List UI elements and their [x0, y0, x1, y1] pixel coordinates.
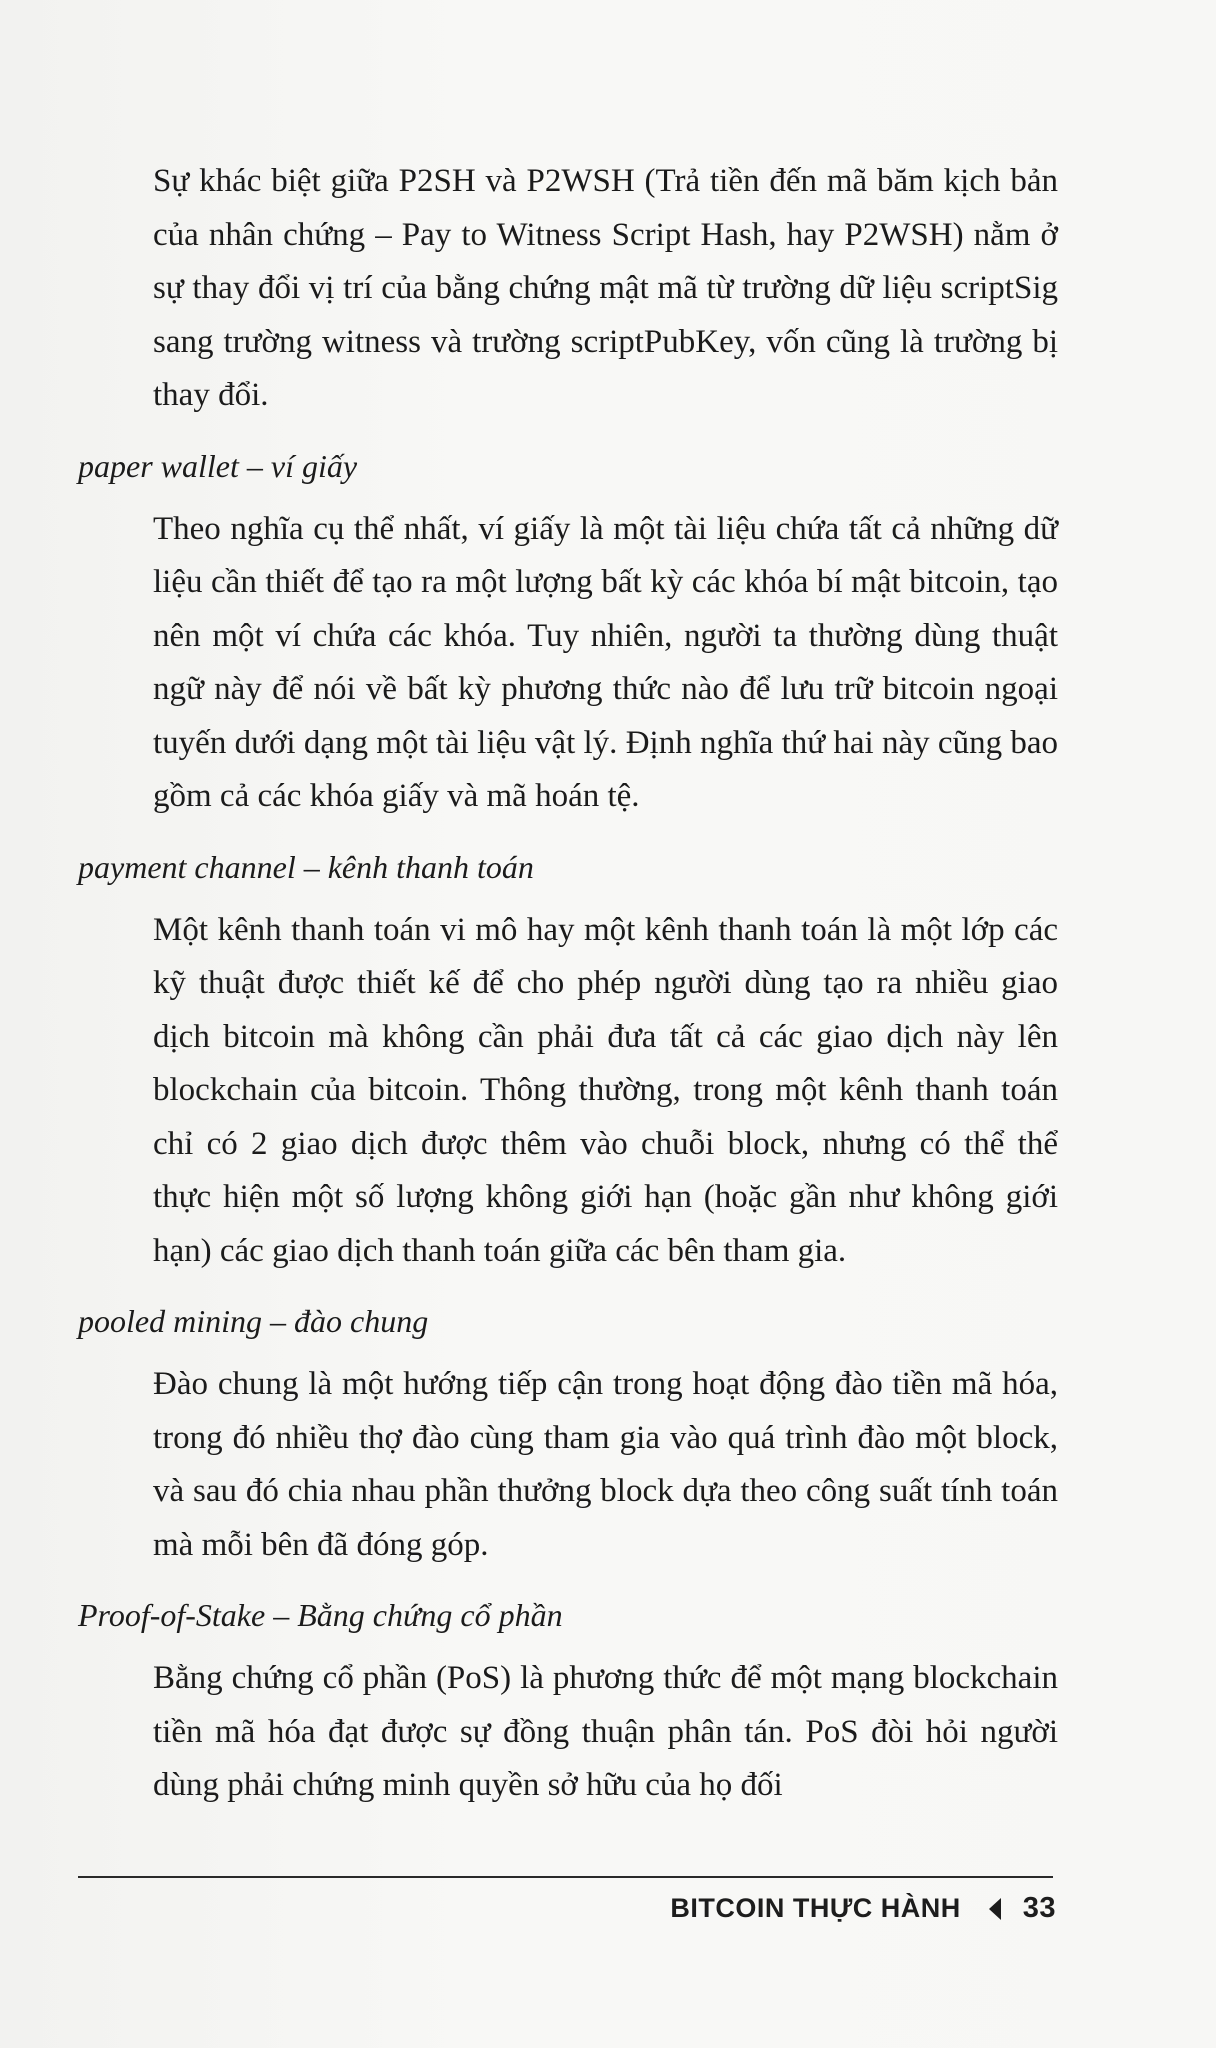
term-pooled-mining: pooled mining – đào chung	[78, 1303, 429, 1339]
left-triangle-icon	[989, 1898, 1001, 1920]
paragraph-p2wsh: Sự khác biệt giữa P2SH và P2WSH (Trả tiền đến mã băm kịch bản của nhân chứng – Pay to Witness Script Hash, hay P2WSH) nằm ở sự thay đổi vị trí của bằng chứng mật mã từ trường dữ liệu scriptSig sang trường witness và trường scriptPubKey, vốn cũng là trường bị thay đổi.	[153, 163, 1058, 413]
page-footer	[670, 1892, 1056, 1925]
paragraph-paper-wallet: Theo nghĩa cụ thể nhất, ví giấy là một tài liệu chứa tất cả những dữ liệu cần thiết để tạo ra một lượng bất kỳ các khóa bí mật bitcoin, tạo nên một ví chứa các khóa. Tuy nhiên, người ta thường dùng thuật ngữ này để nói về bất kỳ phương thức nào để lưu trữ bitcoin ngoại tuyến dưới dạng một tài liệu vật lý. Định nghĩa thứ hai này cũng bao gồm cả các khóa giấy và mã hoán tệ.	[153, 510, 1058, 814]
page-content	[78, 155, 1058, 1813]
page-number: 33	[1022, 1892, 1056, 1924]
book-title: BITCOIN THỰC HÀNH	[670, 1893, 961, 1923]
term-paper-wallet: paper wallet – ví giấy	[78, 447, 358, 484]
paragraph-payment-channel: Một kênh thanh toán vi mô hay một kênh thanh toán là một lớp các kỹ thuật được thiết kế để cho phép người dùng tạo ra nhiều giao dịch bitcoin mà không cần phải đưa tất cả các giao dịch này lên blockchain của bitcoin. Thông thường, trong một kênh thanh toán chỉ có 2 giao dịch được thêm vào chuỗi block, nhưng có thể thể thực hiện một số lượng không giới hạn (hoặc gần như không giới hạn) các giao dịch thanh toán giữa các bên tham gia.	[153, 911, 1058, 1269]
footer-divider	[78, 1876, 1053, 1878]
term-payment-channel: payment channel – kênh thanh toán	[78, 848, 534, 885]
paragraph-proof-of-stake: Bằng chứng cổ phần (PoS) là phương thức để một mạng blockchain tiền mã hóa đạt được sự đồng thuận phân tán. PoS đòi hỏi người dùng phải chứng minh quyền sở hữu của họ đối	[153, 1660, 1058, 1803]
term-proof-of-stake: Proof-of-Stake – Bằng chứng cổ phần	[78, 1597, 563, 1633]
paragraph-pooled-mining: Đào chung là một hướng tiếp cận trong hoạt động đào tiền mã hóa, trong đó nhiều thợ đào cùng tham gia vào quá trình đào một block, và sau đó chia nhau phần thưởng block dựa theo công suất tính toán mà mỗi bên đã đóng góp.	[153, 1366, 1058, 1563]
